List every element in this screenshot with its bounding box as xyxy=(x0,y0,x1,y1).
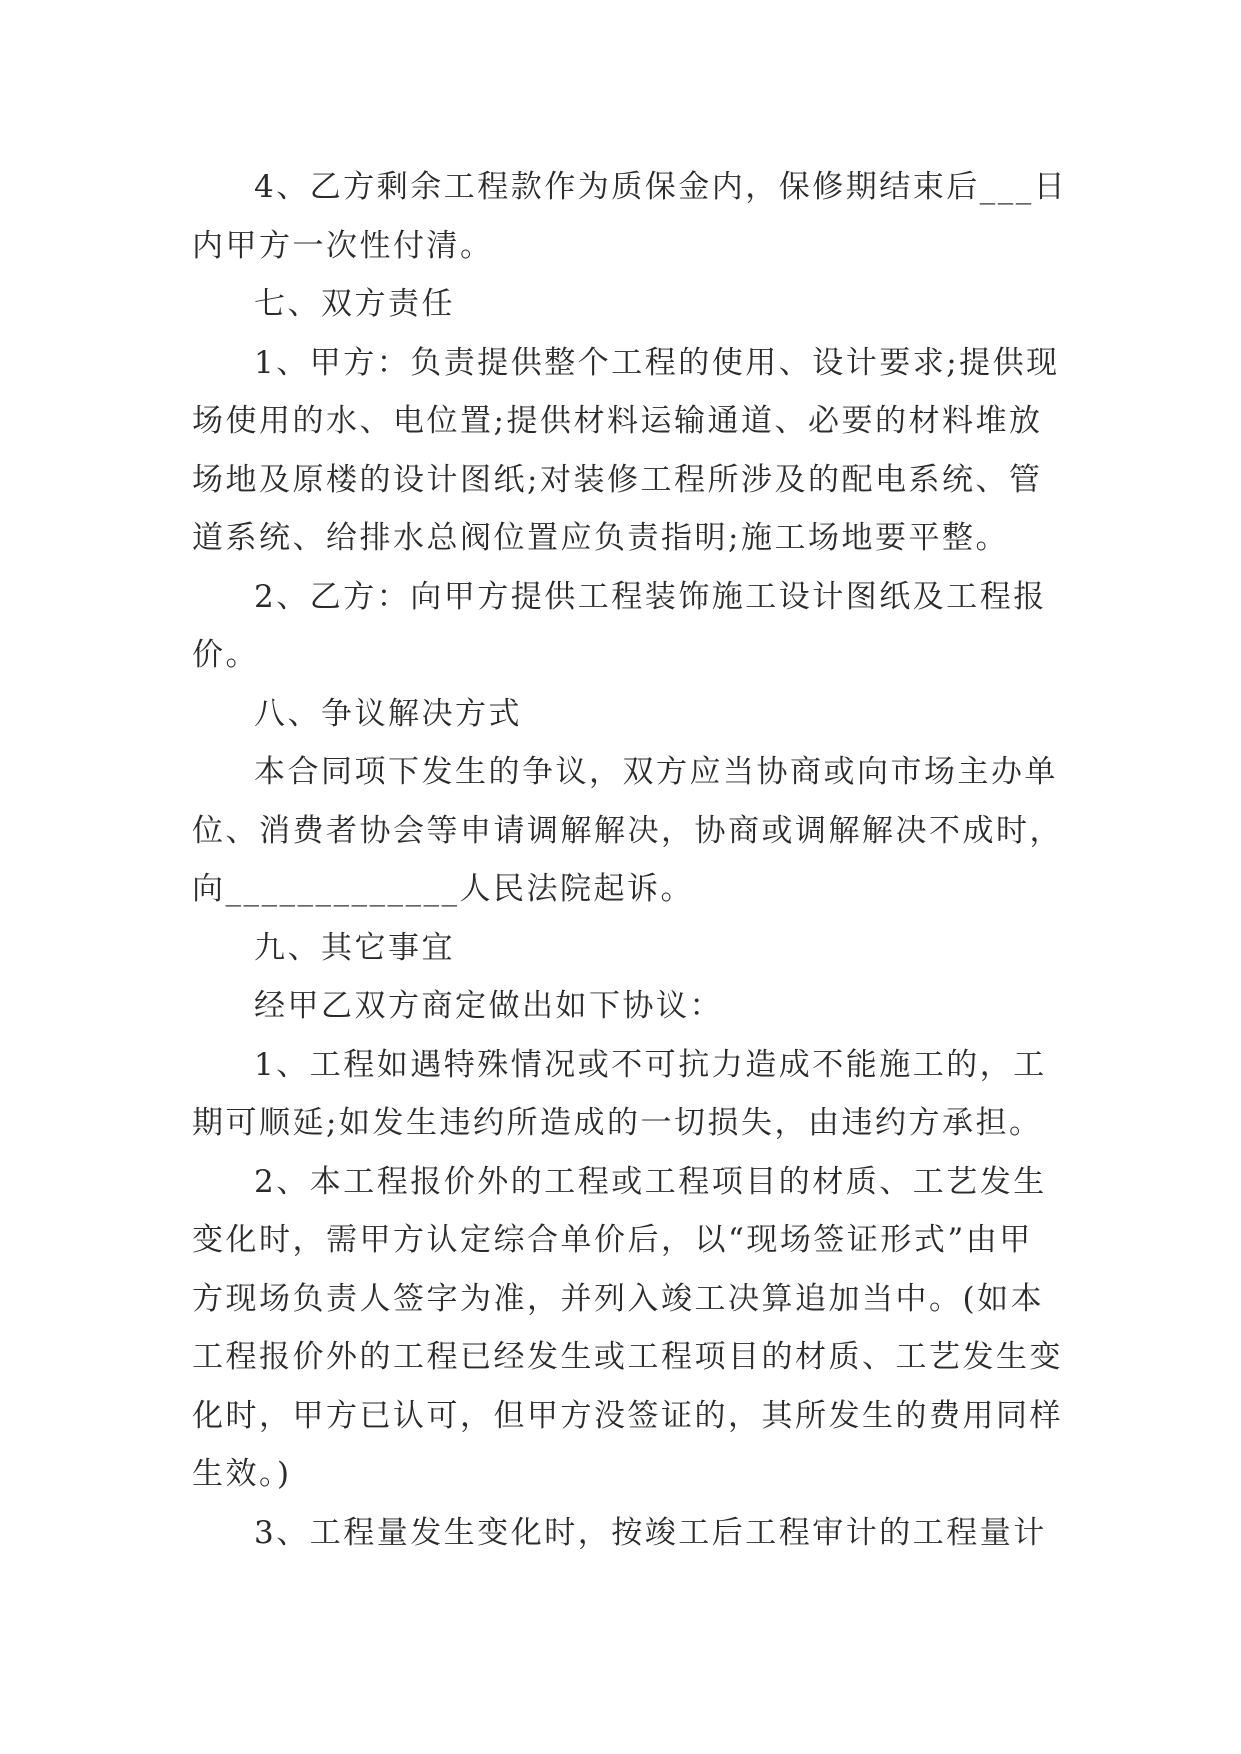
text-line: 期可顺延;如发生违约所造成的一切损失，由违约方承担。 xyxy=(192,1105,1043,1141)
text-line: 工程报价外的工程已经发生或工程项目的材质、工艺发生变 xyxy=(192,1339,1063,1375)
text-line: 1、工程如遇特殊情况或不可抗力造成不能施工的，工 xyxy=(254,1046,1047,1083)
text-line: 生效。) xyxy=(192,1456,292,1492)
text-line: 向_____________人民法院起诉。 xyxy=(192,871,694,907)
text-line: 变化时，需甲方认定综合单价后，以“现场签证形式”由甲 xyxy=(192,1222,1033,1258)
text-line: 2、本工程报价外的工程或工程项目的材质、工艺发生 xyxy=(254,1163,1047,1200)
section-heading: 七、双方责任 xyxy=(254,286,455,322)
text-line: 4、乙方剩余工程款作为质保金内，保修期结束后___日 xyxy=(254,169,1068,205)
text-line: 位、消费者协会等申请调解解决，协商或调解解决不成时， xyxy=(192,812,1063,849)
text-line: 道系统、给排水总阀位置应负责指明;施工场地要平整。 xyxy=(192,520,1009,556)
text-line: 本合同项下发生的争议，双方应当协商或向市场主办单 xyxy=(254,754,1058,790)
text-line: 化时，甲方已认可，但甲方没签证的，其所发生的费用同样 xyxy=(192,1397,1063,1434)
text-line: 2、乙方：向甲方提供工程装饰施工设计图纸及工程报 xyxy=(254,578,1047,615)
section-heading: 九、其它事宜 xyxy=(254,929,455,966)
text-line: 场使用的水、电位置;提供材料运输通道、必要的材料堆放 xyxy=(192,403,1043,439)
text-line: 3、工程量发生变化时，按竣工后工程审计的工程量计 xyxy=(254,1514,1047,1551)
text-line: 方现场负责人签字为准，并列入竣工决算追加当中。(如本 xyxy=(192,1280,1045,1317)
section-heading: 八、争议解决方式 xyxy=(254,695,522,732)
document-body xyxy=(192,158,1068,1562)
text-line: 经甲乙双方商定做出如下协议： xyxy=(254,988,723,1024)
text-line: 价。 xyxy=(192,637,259,673)
text-line: 场地及原楼的设计图纸;对装修工程所涉及的配电系统、管 xyxy=(192,461,1043,498)
text-line: 1、甲方：负责提供整个工程的使用、设计要求;提供现 xyxy=(254,344,1060,381)
text-line: 内甲方一次性付清。 xyxy=(192,227,494,264)
